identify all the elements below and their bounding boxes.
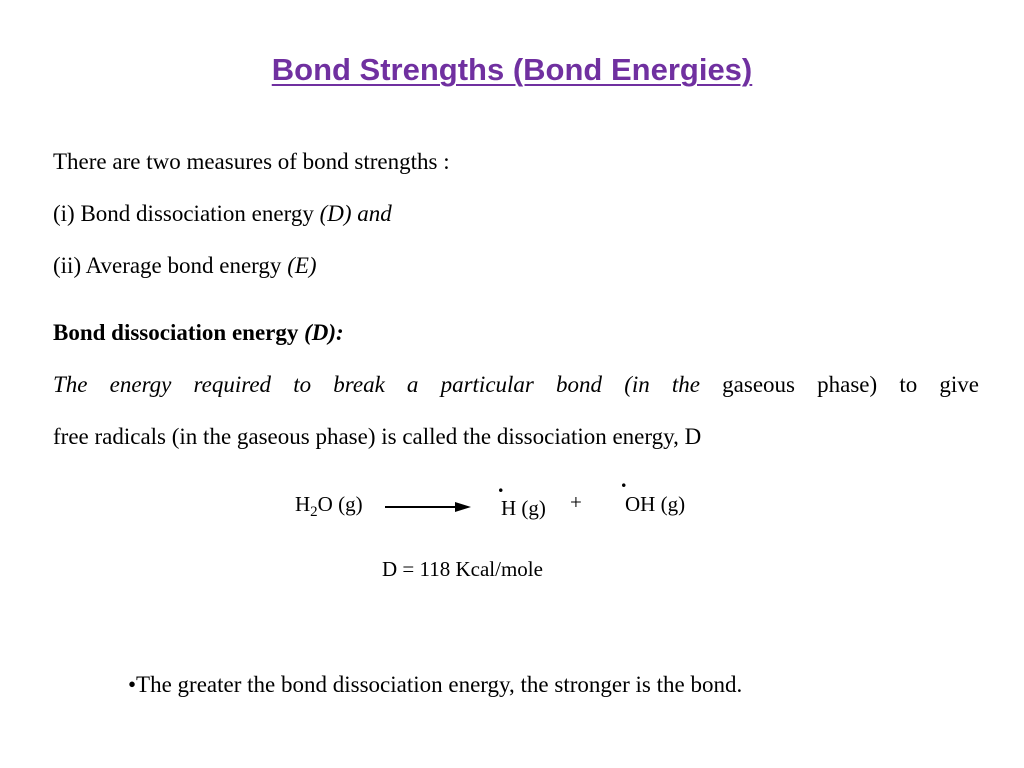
definition-line-1 bbox=[53, 372, 979, 398]
radical-dot-h: . bbox=[498, 472, 504, 497]
reactant-prefix: H bbox=[295, 492, 311, 516]
definition-heading bbox=[53, 320, 344, 346]
bullet-point: •The greater the bond dissociation energy, the stronger is the bond. bbox=[128, 672, 743, 697]
equation-reactant bbox=[295, 492, 363, 521]
definition-heading-symbol: (D): bbox=[304, 320, 344, 345]
definition-italic-part: The energy required to break a particular bond (in the bbox=[53, 372, 723, 397]
definition-line-2: free radicals (in the gaseous phase) is called the dissociation energy, D bbox=[53, 424, 702, 449]
measure-2-symbol: (E) bbox=[287, 253, 317, 278]
measure-2-label: (ii) Average bond energy bbox=[53, 253, 288, 278]
equation-plus: + bbox=[570, 490, 582, 514]
equation-product-h: H (g) bbox=[501, 496, 546, 520]
measure-2 bbox=[53, 253, 317, 279]
reaction-arrow-icon bbox=[385, 500, 475, 514]
intro-text: There are two measures of bond strengths : bbox=[53, 149, 450, 174]
equation-product-oh: OH (g) bbox=[625, 492, 686, 516]
slide-title: Bond Strengths (Bond Energies) bbox=[271, 52, 753, 87]
definition-plain-part: gaseous phase) to give bbox=[722, 372, 979, 397]
radical-dot-oh: . bbox=[621, 467, 627, 492]
energy-value: D = 118 Kcal/mole bbox=[382, 557, 543, 581]
reactant-subscript: 2 bbox=[310, 504, 318, 521]
measure-1 bbox=[53, 201, 392, 227]
definition-heading-text: Bond dissociation energy bbox=[53, 320, 305, 345]
measure-1-symbol: (D) and bbox=[319, 201, 392, 226]
measure-1-label: (i) Bond dissociation energy bbox=[53, 201, 320, 226]
reactant-suffix: O (g) bbox=[317, 492, 363, 516]
